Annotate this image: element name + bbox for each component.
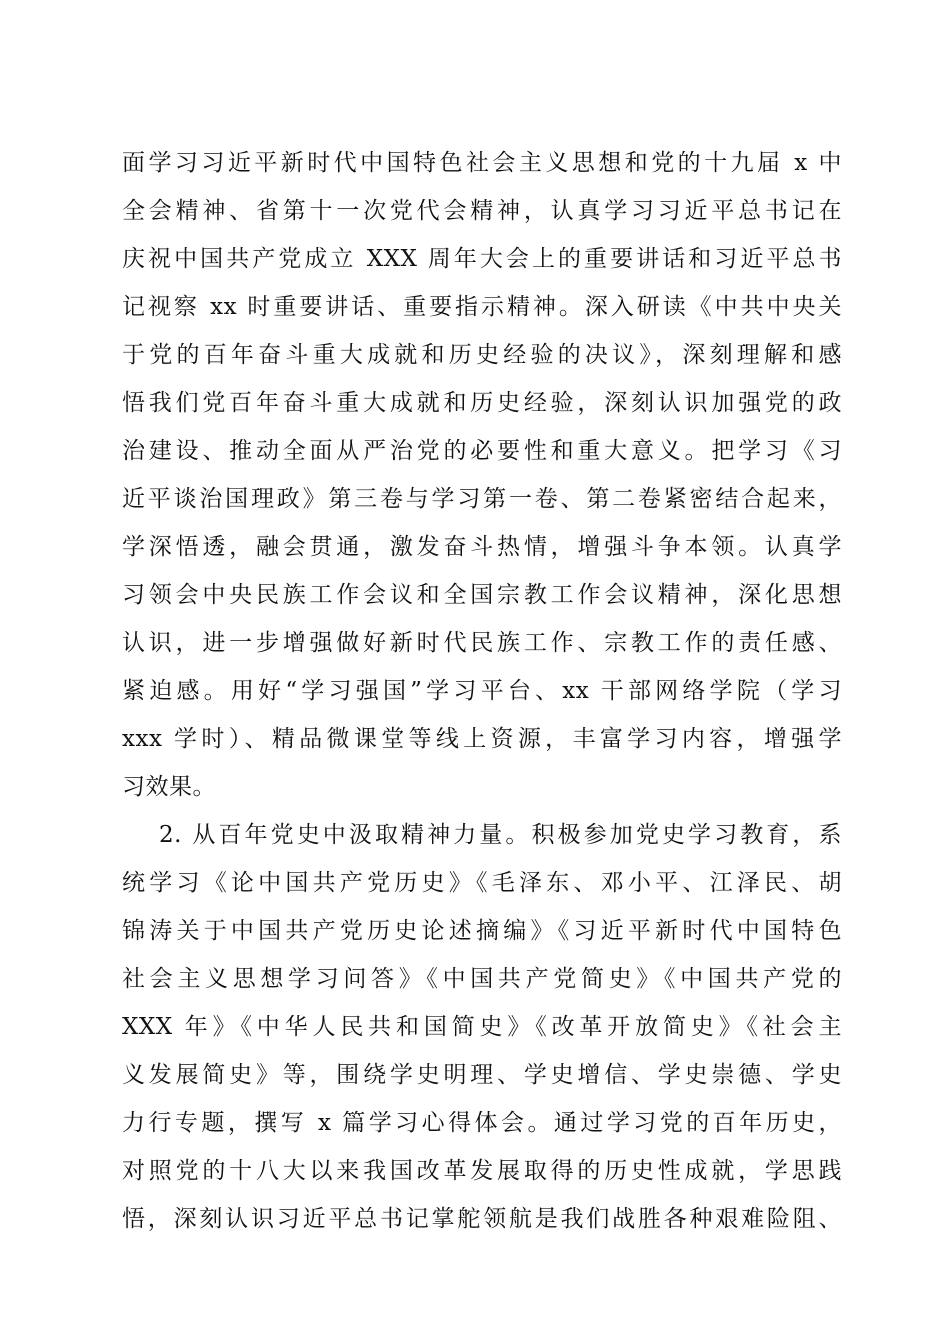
paragraph-line: 习效果。 [122,774,216,800]
body-text [122,139,842,1243]
paragraph-line: xxx 学时）、精品微课堂等线上资源，丰富学习内容，增强学 [122,726,842,752]
paragraph-line: 2. 从百年党史中汲取精神力量。积极参加党史学习教育，系 [159,822,842,848]
paragraph-line: 庆祝中国共产党成立 XXX 周年大会上的重要讲话和习近平总书 [122,246,842,272]
paragraph-line: 义发展简史》等，围绕学史明理、学史增信、学史崇德、学史 [122,1062,842,1088]
paragraph-line: 治建设、推动全面从严治党的必要性和重大意义。把学习《习 [122,438,842,464]
paragraph-line: 认识，进一步增强做好新时代民族工作、宗教工作的责任感、 [122,630,842,656]
paragraph-line: 全会精神、省第十一次党代会精神，认真学习习近平总书记在 [122,198,842,224]
paragraph-line: 统学习《论中国共产党历史》《毛泽东、邓小平、江泽民、胡 [122,870,842,896]
paragraph-line: 力行专题，撰写 x 篇学习心得体会。通过学习党的百年历史， [122,1110,842,1136]
paragraph-2 [122,811,842,1243]
paragraph-line: 悟，深刻认识习近平总书记掌舵领航是我们战胜各种艰难险阻、 [122,1206,842,1232]
paragraph-line: 社会主义思想学习问答》《中国共产党简史》《中国共产党的 [122,966,842,992]
paragraph-line: 面学习习近平新时代中国特色社会主义思想和党的十九届 x 中 [122,150,842,176]
paragraph-line: 紧迫感。用好“学习强国”学习平台、xx 干部网络学院（学习 [122,678,842,704]
paragraph-line: 锦涛关于中国共产党历史论述摘编》《习近平新时代中国特色 [122,918,842,944]
paragraph-line: 习领会中央民族工作会议和全国宗教工作会议精神，深化思想 [122,582,842,608]
paragraph-line: 悟我们党百年奋斗重大成就和历史经验，深刻认识加强党的政 [122,390,842,416]
paragraph-line: 记视察 xx 时重要讲话、重要指示精神。深入研读《中共中央关 [122,294,842,320]
paragraph-line: 学深悟透，融会贯通，激发奋斗热情，增强斗争本领。认真学 [122,534,842,560]
paragraph-line: 于党的百年奋斗重大成就和历史经验的决议》，深刻理解和感 [122,342,842,368]
paragraph-line: XXX 年》《中华人民共和国简史》《改革开放简史》《社会主 [122,1014,842,1040]
paragraph-1 [122,139,842,811]
paragraph-line: 近平谈治国理政》第三卷与学习第一卷、第二卷紧密结合起来， [122,486,842,512]
paragraph-line: 对照党的十八大以来我国改革发展取得的历史性成就，学思践 [122,1158,842,1184]
